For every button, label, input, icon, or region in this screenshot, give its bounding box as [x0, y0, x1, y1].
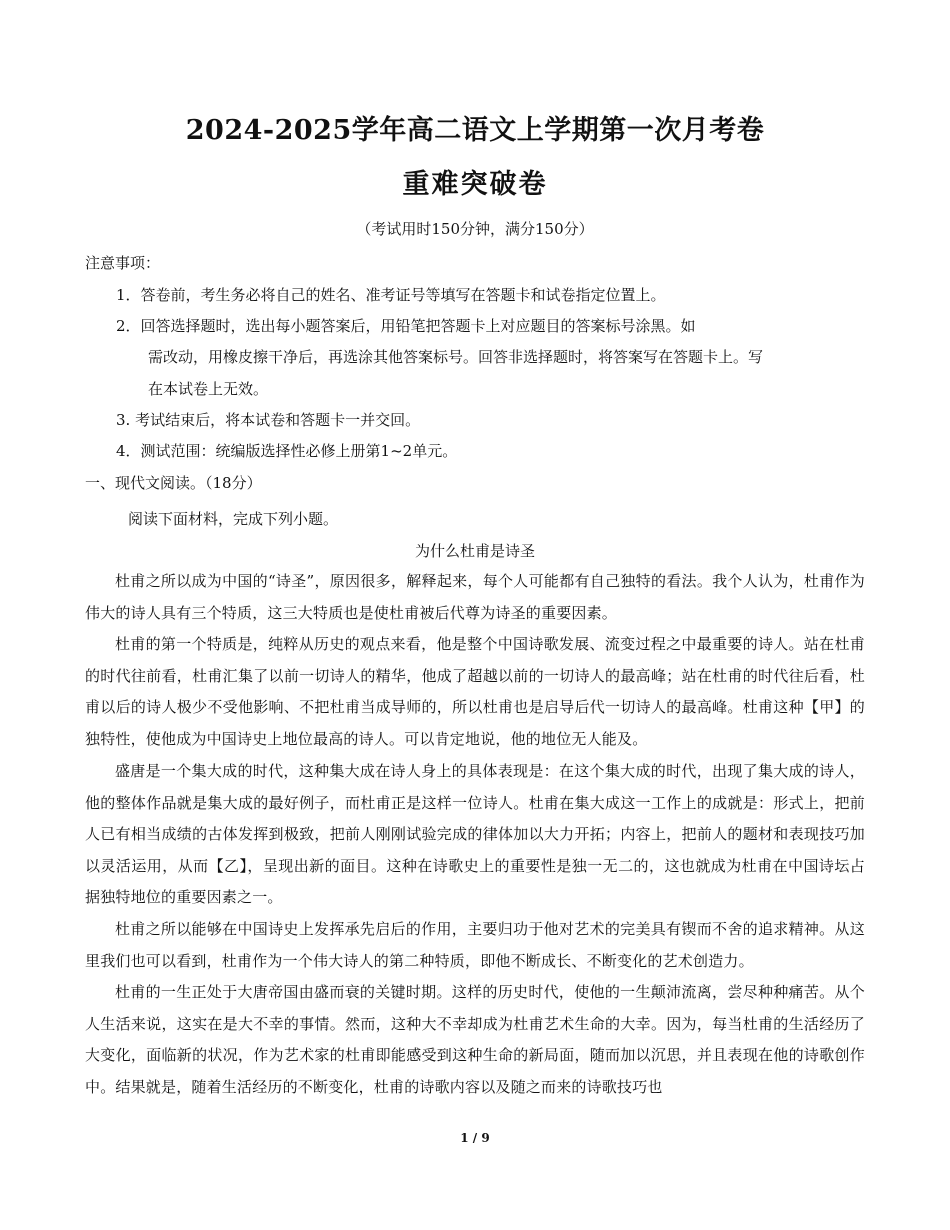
notice-item: 2．回答选择题时，选出每小题答案后，用铅笔把答题卡上对应题目的答案标号涂黑。如: [116, 317, 696, 335]
notice-item: 在本试卷上无效。: [148, 380, 269, 398]
notice-heading: 注意事项：: [85, 254, 161, 272]
exam-info: （考试用时150分钟，满分150分）: [356, 220, 594, 238]
section-heading: 一、现代文阅读。（18分）: [85, 474, 262, 492]
notice-item: 3. 考试结束后，将本试卷和答题卡一并交回。: [116, 411, 421, 429]
article-paragraph: 杜甫之所以能够在中国诗史上发挥承先启后的作用，主要归功于他对艺术的完美具有锲而不舍的追求精神。从这里我们也可以看到，杜甫作为一个伟大诗人的第二种特质，即他不断成长、不断变化的艺术创造力。: [85, 920, 865, 970]
notice-item: 1．答卷前，考生务必将自己的姓名、准考证号等填写在答题卡和试卷指定位置上。: [116, 286, 666, 304]
page-number: 1 / 9: [460, 1131, 490, 1145]
article-paragraph: 杜甫之所以成为中国的“诗圣”，原因很多，解释起来，每个人可能都有自己独特的看法。我个人认为，杜甫作为伟大的诗人具有三个特质，这三大特质也是使杜甫被后代尊为诗圣的重要因素。: [85, 572, 865, 622]
article-paragraph: 杜甫的一生正处于大唐帝国由盛而衰的关键时期。这样的历史时代，使他的一生颠沛流离，尝尽种种痛苦。从个人生活来说，这实在是大不幸的事情。然而，这种大不幸却成为杜甫艺术生命的大幸。因为，每当杜甫的生活经历了大变化，面临新的状况，作为艺术家的杜甫即能感受到这种生命的新局面，随而加以沉思，并且表现在他的诗歌创作中。结果就是，随着生活经历的不断变化，杜甫的诗歌内容以及随之而来的诗歌技巧也: [85, 983, 865, 1096]
article-paragraph: 杜甫的第一个特质是，纯粹从历史的观点来看，他是整个中国诗歌发展、流变过程之中最重要的诗人。站在杜甫的时代往前看，杜甫汇集了以前一切诗人的精华，他成了超越以前的一切诗人的最高峰；站在杜甫的时代往后看，杜甫以后的诗人极少不受他影响、不把杜甫当成导师的，所以杜甫也是启导后代一切诗人的最高峰。杜甫这种【甲】的独特性，使他成为中国诗史上地位最高的诗人。可以肯定地说，他的地位无人能及。: [85, 635, 865, 748]
exam-subtitle: 重难突破卷: [402, 169, 548, 200]
notice-item: 需改动，用橡皮擦干净后，再选涂其他答案标号。回答非选择题时，将答案写在答题卡上。写: [148, 348, 764, 366]
exam-title: 2024-2025学年高二语文上学期第一次月考卷: [185, 115, 765, 146]
article-title: 为什么杜甫是诗圣: [414, 542, 535, 560]
reading-instruction: 阅读下面材料，完成下列小题。: [128, 510, 339, 528]
article-paragraph: 盛唐是一个集大成的时代，这种集大成在诗人身上的具体表现是：在这个集大成的时代，出现了集大成的诗人，他的整体作品就是集大成的最好例子，而杜甫正是这样一位诗人。杜甫在集大成这一工作上的成就是：形式上，把前人已有相当成绩的古体发挥到极致，把前人刚刚试验完成的律体加以大力开拓；内容上，把前人的题材和表现技巧加以灵活运用，从而【乙】，呈现出新的面目。这种在诗歌史上的重要性是独一无二的，这也就成为杜甫在中国诗坛占据独特地位的重要因素之一。: [85, 762, 865, 907]
notice-item: 4．测试范围：统编版选择性必修上册第1~2单元。: [116, 442, 458, 460]
